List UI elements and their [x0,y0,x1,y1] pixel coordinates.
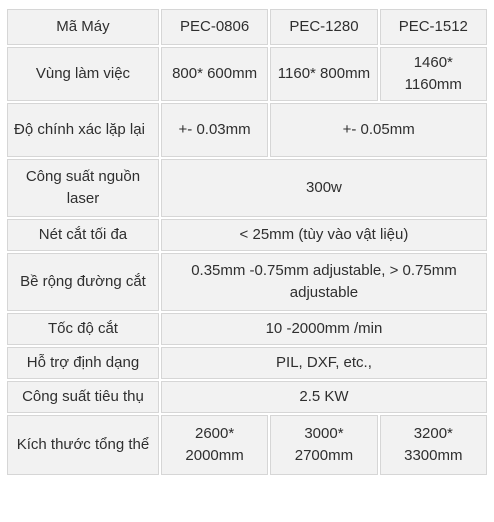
cell-repeatability-1280-1512: +- 0.05mm [271,104,486,156]
cell-overall-size-0806: 2600* 2000mm [162,416,267,474]
cell-model-pec-0806: PEC-0806 [162,10,267,44]
table-row [8,160,486,216]
row-label-power-consumption: Công suất tiêu thụ [8,382,158,412]
cell-kerf-width: 0.35mm -0.75mm adjustable, > 0.75mm adjustable [162,254,486,310]
row-label-overall-size: Kích thước tổng thể [8,416,158,474]
table-row [8,348,486,378]
table-row [8,48,486,100]
cell-repeatability-0806: +- 0.03mm [162,104,267,156]
cell-model-pec-1280: PEC-1280 [271,10,376,44]
table-row [8,104,486,156]
cell-model-pec-1512: PEC-1512 [381,10,486,44]
table-row [8,416,486,474]
table-row [8,314,486,344]
cell-max-cut: < 25mm (tùy vào vật liệu) [162,220,486,250]
spec-table [4,6,490,478]
cell-work-area-0806: 800* 600mm [162,48,267,100]
cell-power-consumption: 2.5 KW [162,382,486,412]
table-row [8,254,486,310]
cell-cut-speed: 10 -2000mm /min [162,314,486,344]
row-label-work-area: Vùng làm việc [8,48,158,100]
cell-overall-size-1512: 3200* 3300mm [381,416,486,474]
cell-work-area-1280: 1160* 800mm [271,48,376,100]
spec-table-container [4,6,490,518]
row-label-kerf-width: Bề rộng đường cắt [8,254,158,310]
table-row [8,382,486,412]
table-row [8,220,486,250]
row-label-max-cut: Nét cắt tối đa [8,220,158,250]
row-label-cut-speed: Tốc độ cắt [8,314,158,344]
row-label-laser-power: Công suất nguồn laser [8,160,158,216]
table-row [8,10,486,44]
row-label-model: Mã Máy [8,10,158,44]
row-label-file-formats: Hỗ trợ định dạng [8,348,158,378]
cell-laser-power: 300w [162,160,486,216]
cell-overall-size-1280: 3000* 2700mm [271,416,376,474]
row-label-repeatability: Độ chính xác lặp lại [8,104,158,156]
cell-file-formats: PIL, DXF, etc., [162,348,486,378]
cell-work-area-1512: 1460* 1160mm [381,48,486,100]
